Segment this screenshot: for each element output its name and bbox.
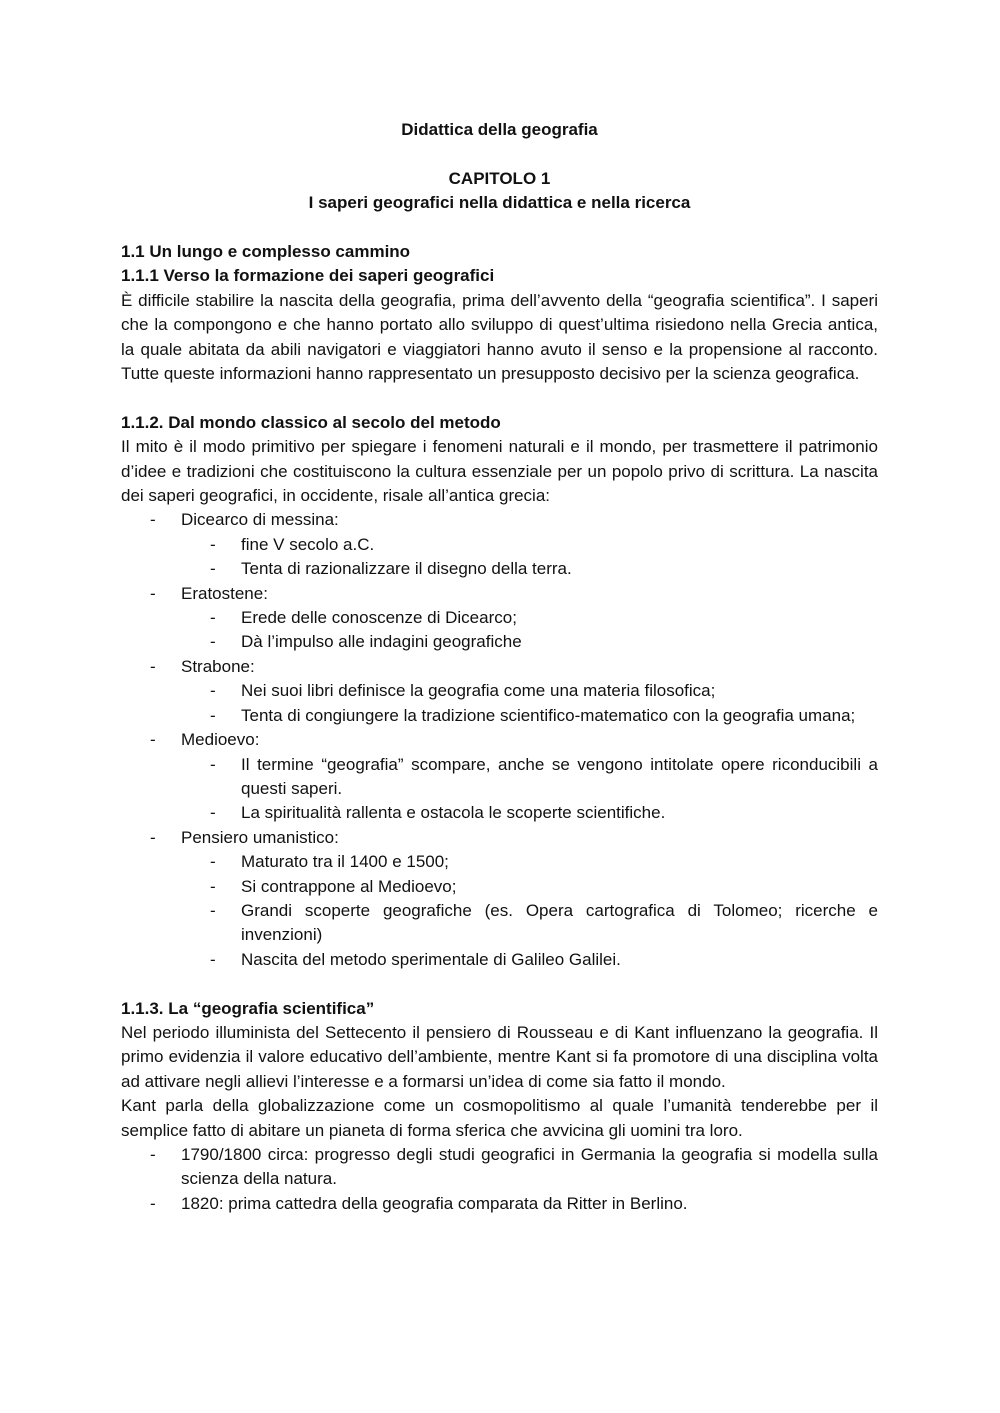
sub-list-item-text: Dà l’impulso alle indagini geografiche <box>241 632 522 652</box>
paragraph-1-1-1: È difficile stabilire la nascita della geografia, prima dell’avvento della “geografia scientifica”. I saperi che la compongono e che hanno portato allo sviluppo di quest’ultima risiedono nella Grecia antica, la quale abitata da abili navigatori e viaggiatori hanno avuto il senso e la propensione al racconto. Tutte queste informazioni hanno rappresentato un presupposto decisivo per la scienza geografica. <box>121 290 878 384</box>
sub-list-item-text: Tenta di razionalizzare il disegno della terra. <box>241 559 572 579</box>
sub-list-item: - Il termine “geografia” scompare, anche se vengono intitolate opere riconducibili a questi saperi. <box>210 754 878 798</box>
list-item-label: Eratostene: <box>181 583 268 603</box>
history-list <box>121 508 878 972</box>
sub-list-item-text: La spiritualità rallenta e ostacola le scoperte scientifiche. <box>241 803 666 823</box>
list-item: - 1820: prima cattedra della geografia comparata da Ritter in Berlino. <box>150 1193 688 1213</box>
sub-list-item: - Tenta di razionalizzare il disegno della terra. <box>210 559 572 579</box>
list-item-text: 1790/1800 circa: progresso degli studi geografici in Germania la geografia si modella sulla scienza della natura. <box>181 1145 878 1189</box>
sub-list <box>121 850 878 972</box>
sub-list-item: - La spiritualità rallenta e ostacola le scoperte scientifiche. <box>210 803 666 823</box>
list-item: - Medioevo: - Il termine “geografia” scompare, anche se vengono intitolate opere riconducibili a questi saperi. - La spiritualità rallenta e ostacola le scoperte scientifiche. <box>121 728 878 826</box>
sub-list-item: - Grandi scoperte geografiche (es. Opera cartografica di Tolomeo; ricerche e invenzioni) <box>210 900 878 945</box>
list-item-label: Pensiero umanistico: <box>181 827 339 847</box>
list-item-label: Strabone: <box>181 656 255 676</box>
paragraph-1-1-2: Il mito è il modo primitivo per spiegare i fenomeni naturali e il mondo, per trasmettere il patrimonio d’idee e tradizioni che costituiscono la cultura essenziale per un popolo privo di scrittura. La nascita dei saperi geografici, in occidente, risale all’antica grecia: <box>121 437 878 506</box>
paragraph-1-1-3-b: Kant parla della globalizzazione come un cosmopolitismo al quale l’umanità tenderebbe per il semplice fatto di abitare un pianeta di forma sferica che avvicina gli uomini tra loro. <box>121 1096 878 1140</box>
sub-list-item-text: Tenta di congiungere la tradizione scientifico-matematico con la geografia umana; <box>241 705 856 725</box>
sub-list-item-text: Erede delle conoscenze di Dicearco; <box>241 608 517 628</box>
list-item: - Dicearco di messina: - fine V secolo a.C. - Tenta di razionalizzare il disegno della terra. <box>121 508 878 581</box>
chapter-subtitle: I saperi geografici nella didattica e nella ricerca <box>308 193 691 213</box>
sub-list-item-text: Si contrappone al Medioevo; <box>241 876 457 896</box>
sub-list-item-text: Maturato tra il 1400 e 1500; <box>241 852 449 872</box>
sub-list-item: - Si contrappone al Medioevo; <box>210 876 457 896</box>
document-title: Didattica della geografia <box>401 120 598 139</box>
list-item: - Pensiero umanistico: - Maturato tra il 1400 e 1500; - Si contrappone al Medioevo; - Grandi scoperte geografiche (es. Opera cartografica di Tolomeo; ricerche e invenzioni) - Nascita del metodo sperimentale di Galileo Galilei. <box>121 826 878 972</box>
sub-list-item-text: fine V secolo a.C. <box>241 534 375 554</box>
sub-list-item-text: Nei suoi libri definisce la geografia come una materia filosofica; <box>241 681 716 701</box>
list-item-label: Medioevo: <box>181 730 260 750</box>
sub-list-item: - Erede delle conoscenze di Dicearco; <box>210 608 517 628</box>
sub-list-item: - Nascita del metodo sperimentale di Galileo Galilei. <box>210 949 621 969</box>
sub-list-item: - Dà l’impulso alle indagini geografiche <box>210 632 522 652</box>
document-page <box>121 118 878 1216</box>
section-heading-1-1: 1.1 Un lungo e complesso cammino <box>121 242 411 261</box>
sub-list <box>121 533 878 582</box>
sub-list-item-text: Grandi scoperte geografiche (es. Opera cartografica di Tolomeo; ricerche e invenzioni) <box>241 900 878 945</box>
list-item-label: Dicearco di messina: <box>181 510 339 530</box>
chapter-label: CAPITOLO 1 <box>448 168 551 188</box>
sub-list-item: - Maturato tra il 1400 e 1500; <box>210 852 449 872</box>
paragraph-1-1-3-a: Nel periodo illuminista del Settecento il pensiero di Rousseau e di Kant influenzano la geografia. Il primo evidenzia il valore educativo dell’ambiente, mentre Kant si fa promotore di una disciplina volta ad attivare negli allievi l’interesse e a formarsi un’idea di come sia fatto il mondo. <box>121 1022 878 1091</box>
section-heading-1-1-3: 1.1.3. La “geografia scientifica” <box>121 998 375 1018</box>
sub-list-item: - Tenta di congiungere la tradizione scientifico-matematico con la geografia umana; <box>210 705 856 725</box>
list-item: - Eratostene: - Erede delle conoscenze di Dicearco; - Dà l’impulso alle indagini geografiche <box>121 582 878 655</box>
timeline-list <box>121 1143 878 1216</box>
section-heading-1-1-2: 1.1.2. Dal mondo classico al secolo del metodo <box>121 412 501 432</box>
sub-list-item-text: Il termine “geografia” scompare, anche se vengono intitolate opere riconducibili a questi saperi. <box>241 754 878 798</box>
list-item-text: 1820: prima cattedra della geografia comparata da Ritter in Berlino. <box>181 1193 688 1213</box>
sub-list-item-text: Nascita del metodo sperimentale di Galileo Galilei. <box>241 949 621 969</box>
sub-list <box>121 753 878 826</box>
list-item: - Strabone: - Nei suoi libri definisce la geografia come una materia filosofica; - Tenta di congiungere la tradizione scientifico-matematico con la geografia umana; <box>121 655 878 728</box>
sub-list-item: - Nei suoi libri definisce la geografia come una materia filosofica; <box>210 681 716 701</box>
sub-list-item: - fine V secolo a.C. <box>210 534 375 554</box>
sub-list <box>121 606 878 655</box>
list-item: - 1790/1800 circa: progresso degli studi geografici in Germania la geografia si modella sulla scienza della natura. <box>150 1145 878 1189</box>
sub-list <box>121 679 878 728</box>
section-heading-1-1-1: 1.1.1 Verso la formazione dei saperi geografici <box>121 266 495 286</box>
